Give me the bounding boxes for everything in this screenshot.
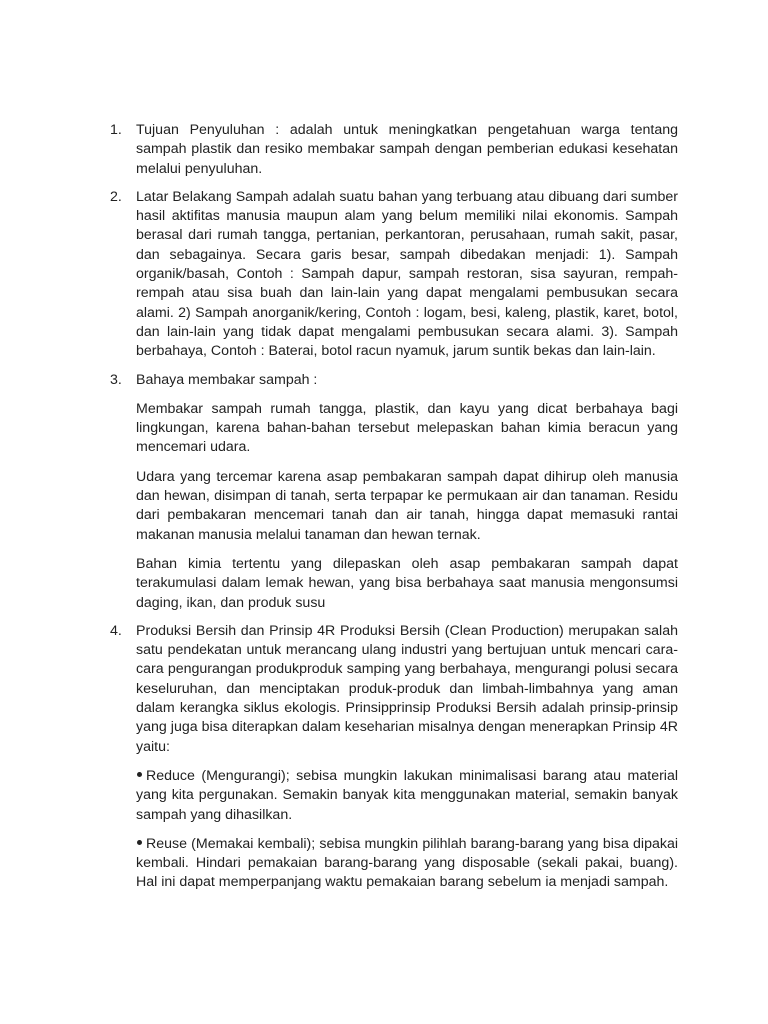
bullet-icon [137, 840, 142, 845]
paragraph: Bahaya membakar sampah : [136, 371, 318, 388]
list-number: 2. [110, 188, 122, 205]
bullet-text: Reduce (Mengurangi); sebisa mungkin lakukan minimalisasi barang atau material yang kita pergunakan. Semakin banyak kita menggunakan material, semakin banyak sampah yang dihasilkan. [136, 767, 678, 823]
paragraph: Udara yang tercemar karena asap pembakaran sampah dapat dihirup oleh manusia dan hewan, disimpan di tanah, serta terpapar ke permukaan air dan tanaman. Residu dari pembakaran mencemari tanah dan air tanah, hingga dapat memasuki rantai makanan manusia melalui tanaman dan hewan ternak. [136, 468, 678, 543]
bullet-text: Reuse (Memakai kembali); sebisa mungkin pilihlah barang-barang yang bisa dipakai kembali. Hindari pemakaian barang-barang yang disposable (sekali pakai, buang). Hal ini dapat memperpanjang waktu pemakaian barang sebelum ia menjadi sampah. [136, 835, 678, 891]
list-number: 3. [110, 371, 122, 388]
list-item-2 [110, 188, 678, 362]
bullet-icon [137, 772, 142, 777]
document-body [110, 121, 678, 902]
paragraph: Produksi Bersih dan Prinsip 4R Produksi Bersih (Clean Production) merupakan salah satu pendekatan untuk merancang ulang industri yang bertujuan untuk mencari cara-cara pengurangan produkproduk samping yang berbahaya, mengurangi polusi secara keseluruhan, dan menciptakan produk-produk dan limbah-limbahnya yang aman dalam kerangka siklus ekologis. Prinsipprinsip Produksi Bersih adalah prinsip-prinsip yang juga bisa diterapkan dalam keseharian misalnya dengan menerapkan Prinsip 4R yaitu: [136, 622, 678, 755]
paragraph: Bahan kimia tertentu yang dilepaskan oleh asap pembakaran sampah dapat terakumulasi dalam lemak hewan, yang bisa berbahaya saat manusia mengonsumsi daging, ikan, dan produk susu [136, 555, 678, 611]
list-number: 4. [110, 622, 122, 639]
bullet-paragraph [136, 835, 678, 893]
list-item-4 [110, 622, 678, 893]
list-item-1 [110, 121, 678, 179]
list-number: 1. [110, 122, 122, 138]
paragraph: Membakar sampah rumah tangga, plastik, dan kayu yang dicat berbahaya bagi lingkungan, karena bahan-bahan tersebut melepaskan bahan kimia beracun yang mencemari udara. [136, 400, 678, 456]
paragraph: Latar Belakang Sampah adalah suatu bahan yang terbuang atau dibuang dari sumber hasil aktifitas manusia maupun alam yang belum memiliki nilai ekonomis. Sampah berasal dari rumah tangga, pertanian, perkantoran, perusahaan, rumah sakit, pasar, dan sebagainya. Secara garis besar, sampah dibedakan menjadi: 1). Sampah organik/basah, Contoh : Sampah dapur, sampah restoran, sisa sayuran, rempah-rempah atau sisa buah dan lain-lain yang dapat mengalami pembusukan secara alami. 2) Sampah anorganik/kering, Contoh : logam, besi, kaleng, plastik, karet, botol, dan lain-lain yang tidak dapat mengalami pembusukan secara alami. 3). Sampah berbahaya, Contoh : Baterai, botol racun nyamuk, jarum suntik bekas dan lain-lain. [136, 188, 678, 360]
paragraph: Tujuan Penyuluhan : adalah untuk meningkatkan pengetahuan warga tentang sampah plastik dan resiko membakar sampah dengan pemberian edukasi kesehatan melalui penyuluhan. [136, 122, 678, 177]
list-item-3 [110, 371, 678, 613]
bullet-paragraph [136, 767, 678, 825]
